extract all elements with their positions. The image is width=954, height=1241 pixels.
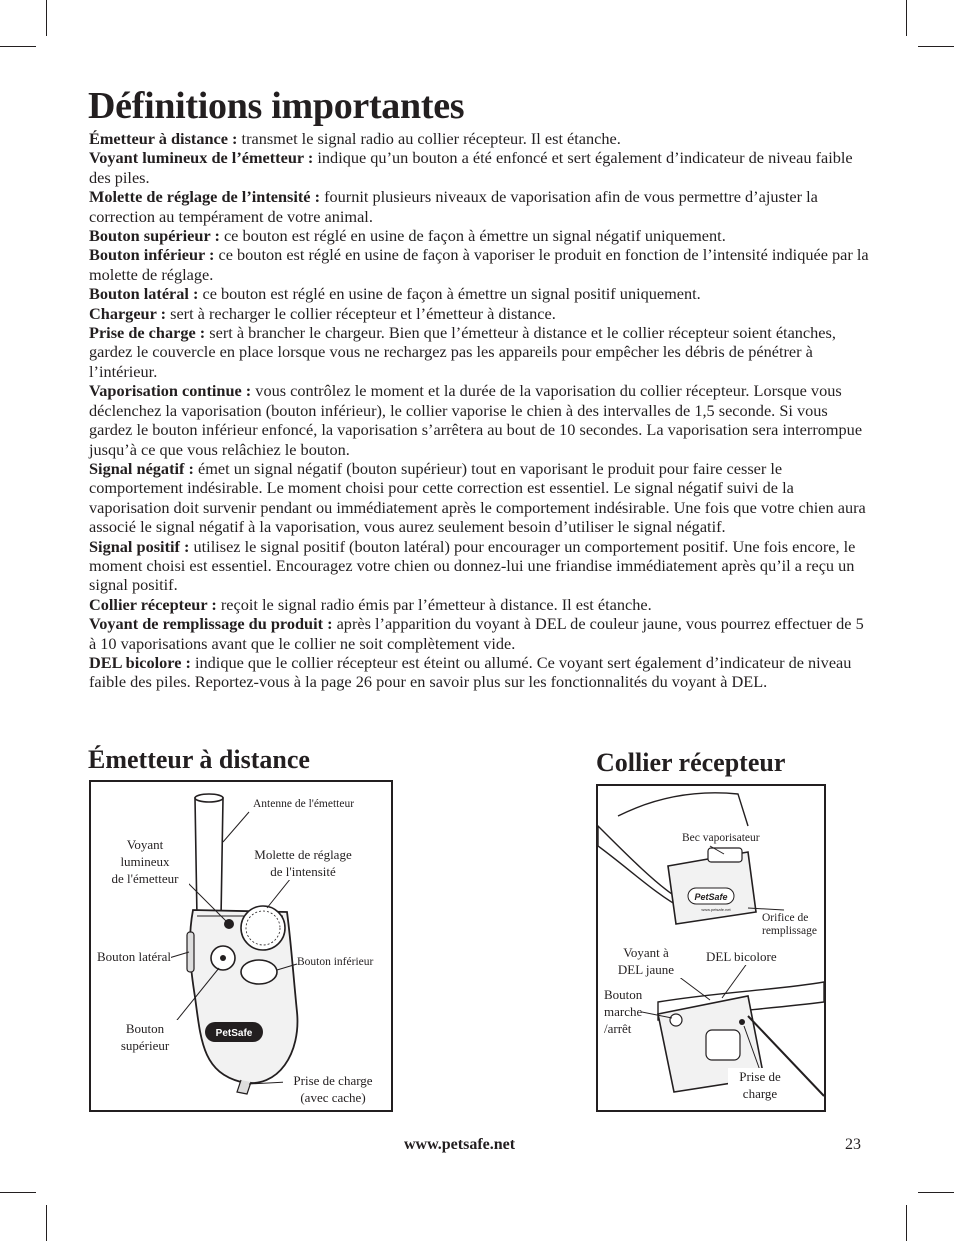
definition-term: Signal positif :	[89, 536, 190, 556]
crop-mark	[918, 46, 954, 47]
crop-mark	[46, 0, 47, 36]
crop-mark	[906, 0, 907, 36]
definition-text: transmet le signal radio au collier récepteur. Il est étanche.	[237, 129, 621, 148]
definition-text: vous contrôlez le moment et la durée de la vaporisation du collier récepteur. Lorsque vous déclenchez la vaporisation (bouton inférieur), le collier vaporise le chien à des intervalles de 1,5 seconde. Si vous gardez le bouton inférieur enfoncé, la vaporisation s’arrêtera au bout de 10 secondes. La vaporisation sera interrompue jusqu’à ce que vous relâchiez le bouton.	[89, 381, 863, 459]
definition-term: DEL bicolore :	[89, 652, 191, 672]
definition-item	[89, 304, 869, 323]
definition-text: utilisez le signal positif (bouton latéral) pour encourager un comportement positif. Une fois encore, le moment choisi est essentiel. Encouragez votre chien ou donnez-lui une friandise immédiatement après qu’il a reçu un signal positif.	[89, 536, 856, 595]
definitions-list	[89, 129, 869, 692]
definition-term: Bouton inférieur :	[89, 245, 215, 265]
definition-item	[89, 226, 869, 245]
definition-text: après l’apparition du voyant à DEL de couleur jaune, vous pourrez effectuer de 5 à 10 vaporisations avant que le collier ne soit complètement vide.	[89, 614, 864, 653]
definition-item	[89, 653, 869, 692]
definition-item	[89, 187, 869, 226]
transmitter-illustration	[91, 782, 391, 1110]
label-fill-hole: Orifice de remplissage	[762, 912, 817, 937]
definition-item	[89, 245, 869, 284]
crop-mark	[906, 1205, 907, 1241]
definition-term: Voyant lumineux de l’émetteur :	[89, 148, 314, 168]
definition-text: indique qu’un bouton a été enfoncé et sert également d’indicateur de niveau faible des piles.	[89, 148, 853, 187]
transmitter-figure	[89, 780, 393, 1112]
definition-item	[89, 614, 869, 653]
page-title: Définitions importantes	[88, 85, 465, 127]
label-power-button: Bouton marche /arrêt	[604, 987, 643, 1036]
definition-text: ce bouton est réglé en usine de façon à émettre un signal négatif uniquement.	[219, 226, 726, 246]
crop-mark	[0, 1192, 36, 1193]
transmitter-logo: PetSafe	[215, 1028, 253, 1039]
definition-term: Collier récepteur :	[89, 594, 217, 614]
label-spray-nozzle: Bec vaporisateur	[682, 832, 760, 844]
definition-text: indique que le collier récepteur est éteint ou allumé. Ce voyant sert également d’indicateur de niveau faible des piles. Reportez-vous à la page 26 pour en savoir plus sur les fonctionnalités du voyant à DEL.	[89, 652, 852, 692]
label-bicolor-led: DEL bicolore	[706, 949, 777, 964]
definition-term: Émetteur à distance :	[89, 129, 238, 148]
crop-mark	[0, 46, 36, 47]
transmitter-heading: Émetteur à distance	[88, 745, 310, 774]
label-transmitter-charging-jack: Prise de charge (avec cache)	[283, 1072, 383, 1106]
definition-text: fournit plusieurs niveaux de vaporisation afin de vous permettre d’ajuster la correction au tempérament de votre animal.	[89, 187, 818, 226]
definition-term: Vaporisation continue :	[89, 381, 252, 401]
definition-term: Chargeur :	[89, 303, 167, 323]
definition-item	[89, 459, 869, 537]
collar-figure	[596, 784, 826, 1112]
crop-mark	[918, 1192, 954, 1193]
collar-heading: Collier récepteur	[596, 748, 786, 777]
crop-mark	[46, 1205, 47, 1241]
label-intensity-dial: Molette de réglage de l'intensité	[243, 846, 363, 880]
definition-term: Bouton latéral :	[89, 284, 199, 304]
label-side-button: Bouton latéral	[97, 949, 172, 964]
definition-term: Voyant de remplissage du produit :	[89, 614, 333, 634]
label-collar-charging-jack: Prise de charge	[728, 1068, 792, 1102]
definition-text: ce bouton est réglé en usine de façon à vaporiser le produit en fonction de l’intensité indiquée par la molette de réglage.	[89, 245, 869, 284]
collar-logo-url: www.petsafe.net	[701, 907, 731, 912]
definition-item	[89, 323, 869, 381]
definition-item	[89, 537, 869, 595]
definition-text: sert à brancher le chargeur. Bien que l’émetteur à distance et le collier récepteur soient étanches, gardez le couvercle en place lorsque vous ne rechargez pas les appareils pour empêcher les débris de pénétrer à l’intérieur.	[89, 323, 836, 381]
definition-item	[89, 381, 869, 459]
definition-term: Prise de charge :	[89, 323, 206, 343]
label-antenna: Antenne de l'émetteur	[253, 798, 355, 810]
collar-logo: PetSafe	[694, 892, 728, 902]
definition-item	[89, 148, 869, 187]
footer-url: www.petsafe.net	[404, 1136, 516, 1153]
definition-text: ce bouton est réglé en usine de façon à émettre un signal positif uniquement.	[198, 284, 701, 304]
label-lower-button: Bouton inférieur	[297, 956, 374, 968]
definition-text: émet un signal négatif (bouton supérieur) tout en vaporisant le produit pour faire cesser le comportement indésirable. Le moment choisi pour cette correction est essentiel. Le signal négatif suivi de la vaporisation doit survenir pendant ou immédiatement après le comportement indésirable. Une fois que votre chien aura associé le signal négatif à la vaporisation, vous aurez seulement besoin d’utiliser le signal négatif.	[89, 458, 866, 537]
definition-text: sert à recharger le collier récepteur et l’émetteur à distance.	[166, 303, 556, 323]
definition-term: Molette de réglage de l’intensité :	[89, 187, 321, 207]
label-yellow-led: Voyant à DEL jaune	[610, 944, 682, 978]
label-upper-button: Bouton supérieur	[111, 1020, 179, 1054]
definition-item	[89, 595, 869, 614]
label-indicator-light: Voyant lumineux de l'émetteur	[101, 836, 189, 887]
definition-text: reçoit le signal radio émis par l’émetteur à distance. Il est étanche.	[216, 594, 652, 614]
definition-term: Bouton supérieur :	[89, 226, 220, 246]
definition-term: Signal négatif :	[89, 458, 194, 478]
definition-item	[89, 284, 869, 303]
page-number: 23	[845, 1136, 861, 1153]
definition-item	[89, 129, 869, 148]
